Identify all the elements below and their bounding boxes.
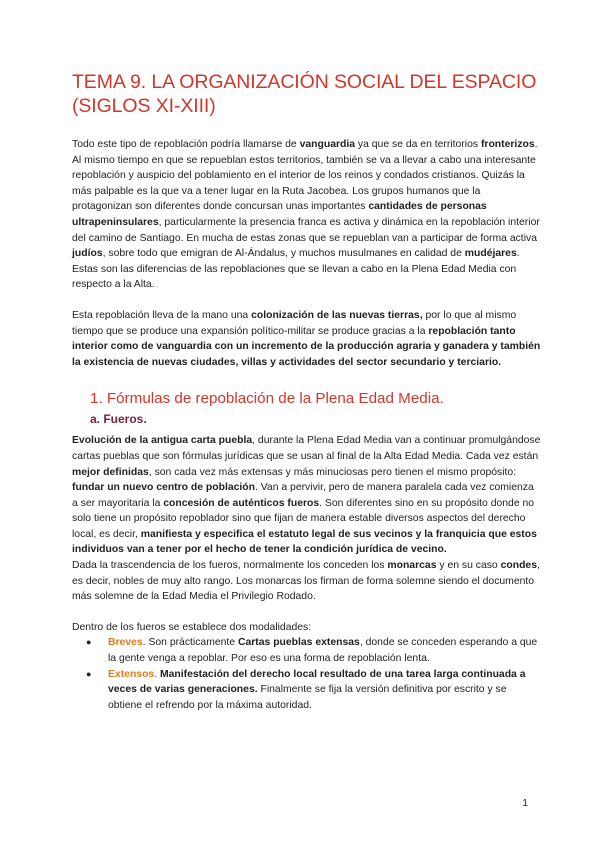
page-number: 1	[522, 798, 528, 809]
text-run: , durante la Plena Edad Media van a continuar promulgándose cartas pueblas que son fórmulas jurídicas que se usan al final de la Alta Edad Media. Cada vez están	[72, 435, 541, 462]
text-run: . Van a pervivir, pero de manera paralela cada vez comienza a ser mayoritaria la	[72, 482, 534, 509]
bold-text: manifiesta y especifica el estatuto legal de sus vecinos y la franquicia que estos individuos van a tener por el hecho de tener la condición jurídica de vecino.	[72, 528, 537, 556]
colonization-paragraph	[72, 308, 542, 370]
modalities-intro	[72, 620, 542, 636]
text-run: y en su caso	[436, 560, 501, 572]
text-run: Dentro de los fueros se establece dos modalidades:	[72, 621, 312, 633]
bold-text: mudéjares	[464, 248, 517, 260]
intro-paragraph	[72, 137, 542, 262]
bold-text: condes	[500, 560, 537, 572]
text-run: .	[154, 668, 160, 680]
fueros-paragraph	[72, 433, 542, 558]
bullet-icon: ●	[86, 637, 92, 648]
bold-text: vanguardia	[299, 139, 356, 150]
list-item-text	[108, 637, 537, 664]
list-item	[72, 667, 542, 714]
text-run: Dada la trascendencia de los fueros, normalmente los conceden los	[72, 560, 388, 572]
document-title: TEMA 9. LA ORGANIZACIÓN SOCIAL DEL ESPACIO (SIGLOS XI-XIII)	[72, 71, 537, 117]
highlight-term: Breves	[108, 637, 143, 649]
text-run: Esta repoblación lleva de la mano una	[72, 309, 252, 321]
text-run: por lo que al mismo tiempo que se produce una expansión político-militar se produce gracias a la	[72, 309, 517, 337]
text-run: . Son prácticamente	[142, 637, 238, 649]
text-run: , donde se conceden esperando a que la gente venga a repoblar. Por eso es una forma de repoblación lenta.	[108, 637, 538, 665]
bold-text: colonización de las nuevas tierras,	[251, 309, 423, 321]
bold-text: mejor definidas	[72, 466, 149, 478]
bold-text: repoblación tanto interior como de vanguardia con un incremento de la producción agraria y ganadera y también la existencia de nuevas ciudades, villas y actividades del sector secundario y terciario.	[72, 325, 541, 368]
text-run: Estas son las diferencias de las repoblaciones que se llevan a cabo en la Plena Edad Media con respecto a la Alta.	[72, 263, 517, 291]
bold-text: judíos	[72, 248, 103, 260]
bold-text: Cartas pueblas extensas	[237, 637, 360, 649]
text-run: , es decir, nobles de muy alto rango. Los monarcas los firman de forma solemne siendo el documento más solemne de la Edad Media el Privilegio Rodado.	[72, 560, 540, 603]
bold-text: monarcas	[387, 560, 437, 572]
bullet-icon: ●	[86, 668, 92, 679]
text-run: , particularmente la presencia franca es activa y dinámica en la repoblación interior del camino de Santiago. En mucha de estas zonas que se repueblan van a participar de forma activa	[72, 216, 540, 244]
text-run: .	[516, 248, 520, 260]
bold-text: fronterizos	[480, 139, 535, 150]
subsection-heading: a. Fueros.	[90, 412, 147, 427]
document-page	[72, 70, 542, 713]
text-run: . Al mismo tiempo en que se repueblan estos territorios, también se va a llevar a cabo una interesante repoblación y auspicio del poblamiento en el interior de los reinos y condados cristianos. Quizás la más palpable es la que va a tener lugar en la Ruta Jacobea. Los grupos humanos que la protagonizan son diferentes donde concursan unas importantes	[72, 139, 538, 213]
modalities-list	[72, 635, 542, 713]
text-run: , son cada vez más extensas y más minuciosas pero tienen el mismo propósito:	[148, 466, 517, 478]
comparison-paragraph	[72, 262, 542, 293]
section-heading: 1. Fórmulas de repoblación de la Plena Edad Media.	[90, 390, 444, 408]
concession-paragraph	[72, 558, 542, 605]
list-item-text	[108, 669, 526, 711]
text-run: . Son diferentes sino en su propósito donde no solo tiene un propósito repoblador sino que fijan de manera estable diversos aspectos del derecho local, es decir,	[72, 497, 535, 540]
text-run: Finalmente se fija la versión definitiva por escrito y se obtiene el refrendo por la máxima autoridad.	[108, 684, 507, 711]
bold-text: Manifestación del derecho local resultado de una tarea larga continuada a veces de varias generaciones.	[108, 668, 526, 696]
list-item	[72, 635, 542, 666]
text-run: ya que se da en territorios	[355, 139, 481, 150]
text-run: , sobre todo que emigran de Al-Ándalus, y muchos musulmanes en calidad de	[102, 248, 465, 260]
bold-text: fundar un nuevo centro de población	[72, 482, 255, 494]
bold-text: concesión de auténticos fueros	[163, 497, 320, 509]
bold-text: cantidades de personas ultrapeninsulares	[72, 201, 487, 228]
highlight-term: Extensos	[108, 668, 155, 680]
bold-text: Evolución de la antigua carta puebla	[72, 435, 253, 447]
text-run: Todo este tipo de repoblación podría llamarse de	[72, 139, 300, 150]
